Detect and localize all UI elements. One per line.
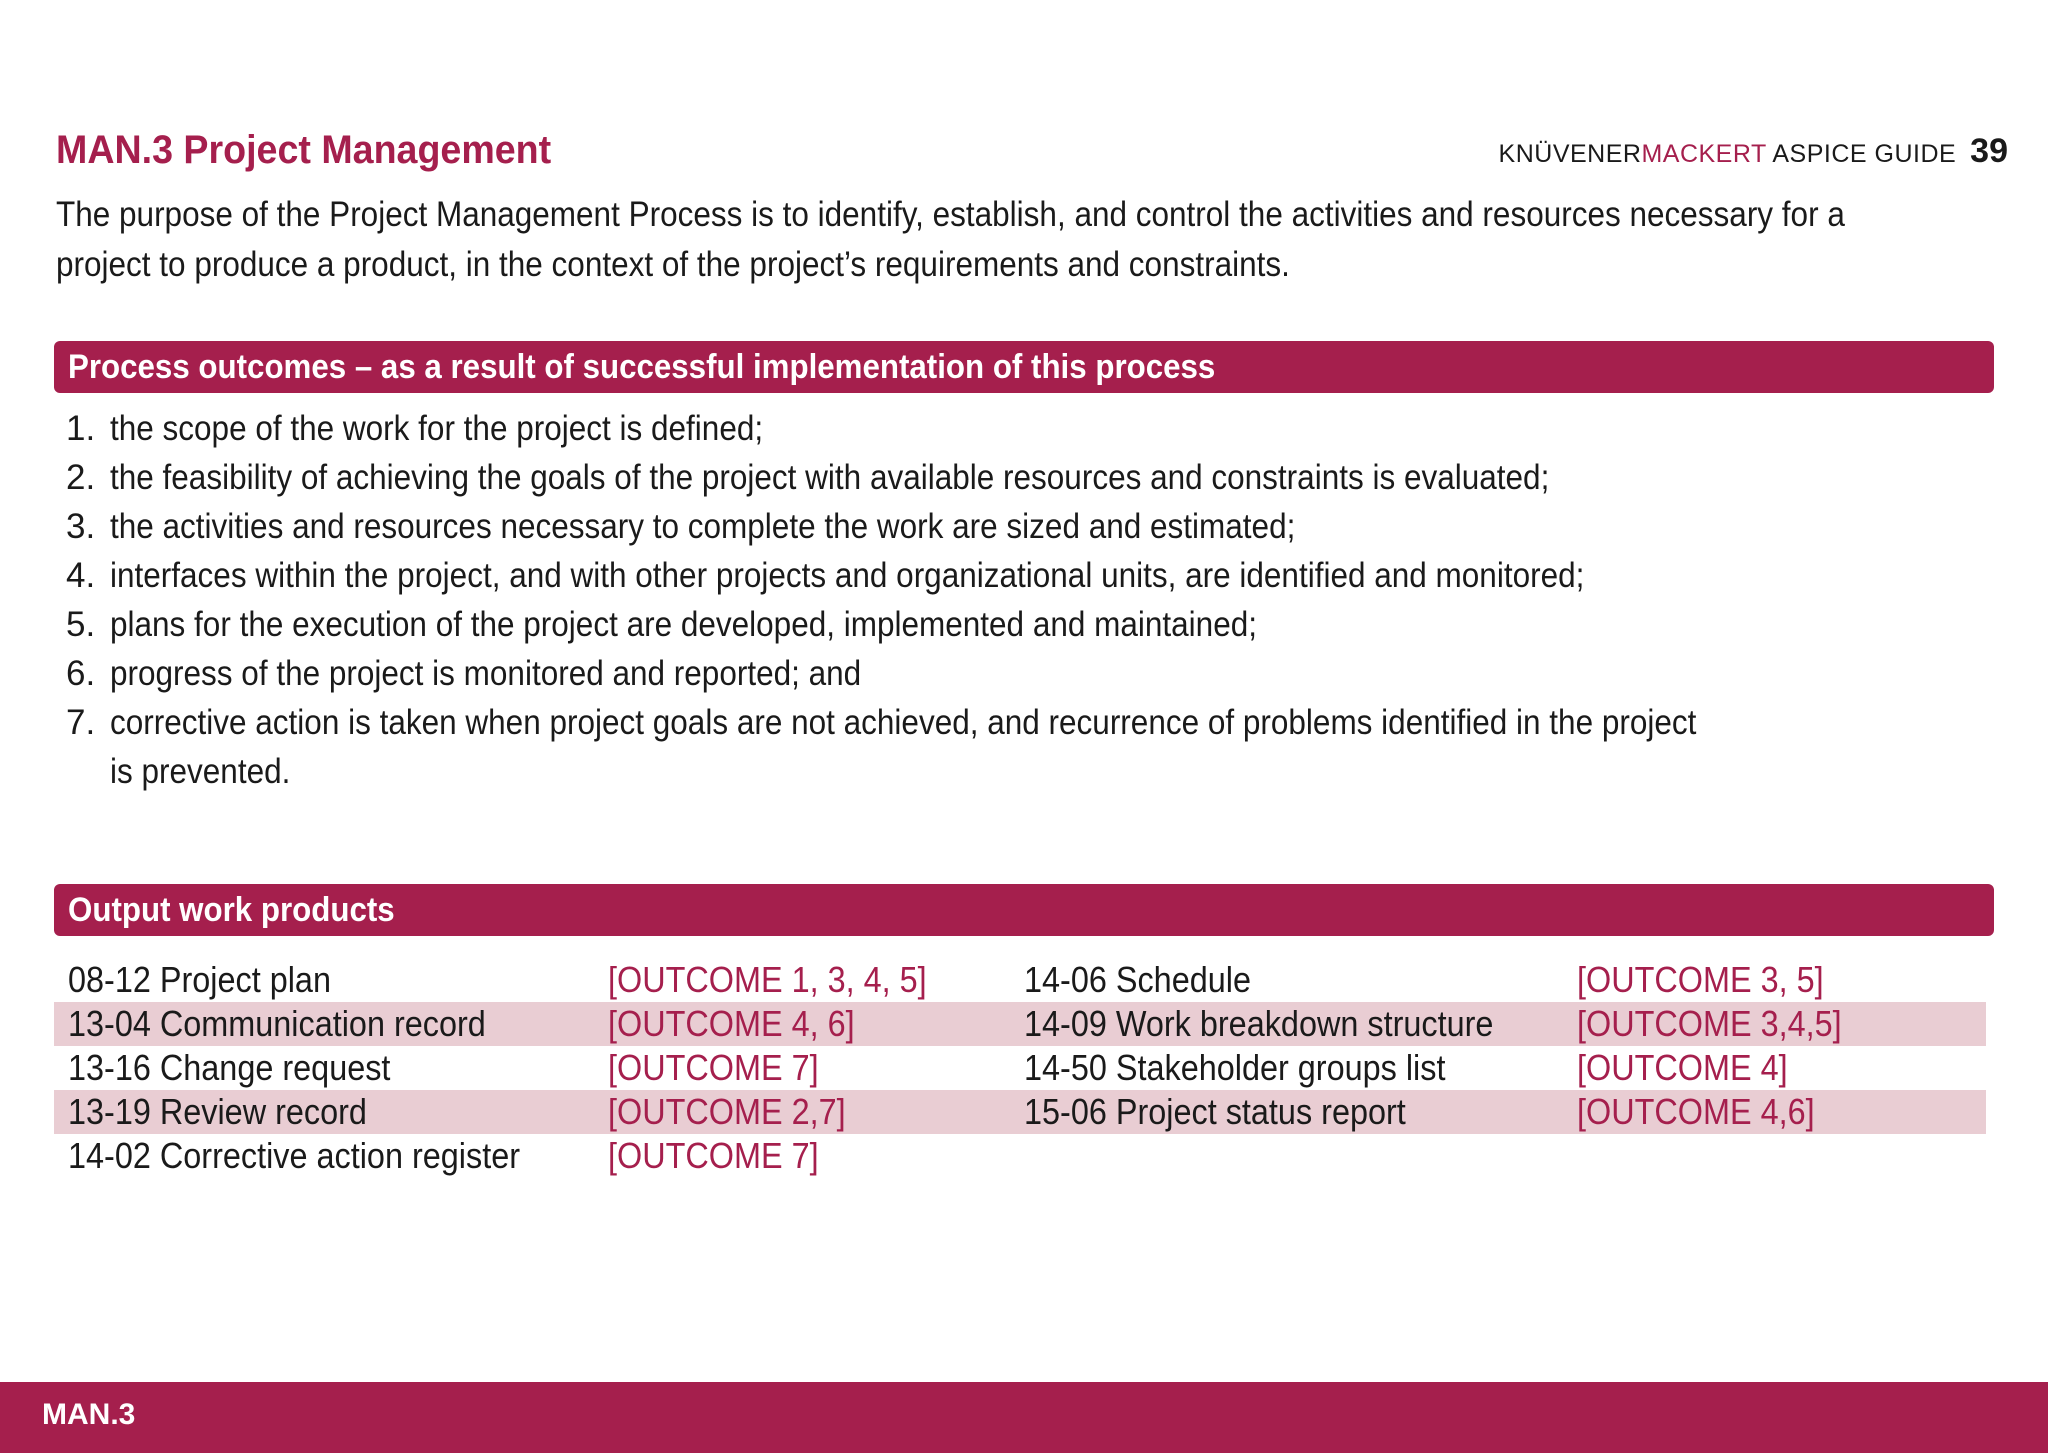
outputs-heading-bar bbox=[54, 884, 1994, 936]
outcome-number: 5. bbox=[66, 605, 96, 644]
work-product-outcome-ref: [OUTCOME 4, 6] bbox=[594, 1002, 1010, 1046]
table-row bbox=[54, 958, 1986, 1002]
brand-name-part3: ASPICE GUIDE bbox=[1766, 140, 1957, 168]
work-product-outcome-ref: [OUTCOME 7] bbox=[608, 1047, 819, 1088]
work-product-name: 14-09 Work breakdown structure bbox=[1010, 1002, 1563, 1046]
work-product-name: 14-50 Stakeholder groups list bbox=[1024, 1047, 1446, 1088]
outcome-item bbox=[66, 404, 1890, 453]
outcome-item bbox=[66, 649, 1890, 698]
outcome-number: 2. bbox=[66, 458, 96, 497]
table-row bbox=[54, 1134, 1986, 1178]
work-product-outcome-ref: [OUTCOME 1, 3, 4, 5] bbox=[608, 959, 927, 1000]
page-title: MAN.3 Project Management bbox=[56, 128, 552, 172]
work-product-outcome-ref: [OUTCOME 3,4,5] bbox=[1563, 1002, 1986, 1046]
footer-process-label: MAN.3 bbox=[42, 1398, 136, 1431]
outcome-number: 4. bbox=[66, 556, 96, 595]
outcomes-list bbox=[66, 404, 1890, 796]
outcomes-heading: Process outcomes – as a result of successful implementation of this process bbox=[68, 348, 1216, 386]
work-product-outcome-ref: [OUTCOME 7] bbox=[608, 1135, 819, 1176]
table-row bbox=[54, 1090, 1986, 1134]
outcome-number: 6. bbox=[66, 654, 96, 693]
outcome-item bbox=[66, 453, 1890, 502]
outcome-text: the feasibility of achieving the goals of the project with available resources and constraints is evaluated; bbox=[110, 458, 1550, 497]
work-product-name: 13-16 Change request bbox=[68, 1047, 391, 1088]
brand-name-accent: MACKERT bbox=[1641, 140, 1767, 168]
outcome-item bbox=[66, 551, 1890, 600]
brand-name bbox=[1499, 140, 1957, 169]
outcome-number: 7. bbox=[66, 703, 96, 742]
work-product-name: 13-19 Review record bbox=[54, 1090, 594, 1134]
outcome-item bbox=[66, 600, 1890, 649]
brand-name-part1: KNÜVENER bbox=[1498, 140, 1642, 168]
work-product-name: 14-02 Corrective action register bbox=[68, 1135, 521, 1176]
outcome-text: the scope of the work for the project is defined; bbox=[110, 409, 764, 448]
page-number: 39 bbox=[1970, 132, 2008, 170]
work-product-name: 08-12 Project plan bbox=[68, 959, 331, 1000]
work-product-name: 14-06 Schedule bbox=[1024, 959, 1251, 1000]
work-product-outcome-ref: [OUTCOME 3, 5] bbox=[1577, 959, 1824, 1000]
work-product-name: 13-04 Communication record bbox=[54, 1002, 594, 1046]
work-products-table bbox=[54, 958, 1986, 1178]
footer-bar bbox=[0, 1382, 2048, 1453]
table-row bbox=[54, 1046, 1986, 1090]
table-row bbox=[54, 1002, 1986, 1046]
outcome-text: interfaces within the project, and with other projects and organizational units, are identified and monitored; bbox=[110, 556, 1585, 595]
outcome-item bbox=[66, 502, 1890, 551]
work-product-outcome-ref bbox=[1563, 1134, 1986, 1178]
outputs-heading: Output work products bbox=[68, 891, 395, 929]
outcome-item bbox=[66, 698, 1890, 796]
outcomes-heading-bar bbox=[54, 341, 1994, 393]
work-product-outcome-ref: [OUTCOME 2,7] bbox=[594, 1090, 1010, 1134]
work-product-name bbox=[1010, 1134, 1563, 1178]
outcome-text: progress of the project is monitored and reported; and bbox=[110, 654, 862, 693]
outcome-number: 3. bbox=[66, 507, 96, 546]
brand-header bbox=[1499, 132, 2008, 171]
purpose-paragraph: The purpose of the Project Management Process is to identify, establish, and control the activities and resources necessary for a project to produce a product, in the context of the project’s requirements and constraints. bbox=[56, 195, 1845, 284]
outcome-text: corrective action is taken when project goals are not achieved, and recurrence of problems identified in the project is prevented. bbox=[110, 703, 1697, 791]
work-product-name: 15-06 Project status report bbox=[1010, 1090, 1563, 1134]
outcome-number: 1. bbox=[66, 409, 96, 448]
outcome-text: plans for the execution of the project are developed, implemented and maintained; bbox=[110, 605, 1257, 644]
outcome-text: the activities and resources necessary to complete the work are sized and estimated; bbox=[110, 507, 1296, 546]
work-product-outcome-ref: [OUTCOME 4] bbox=[1577, 1047, 1788, 1088]
work-product-outcome-ref: [OUTCOME 4,6] bbox=[1563, 1090, 1986, 1134]
